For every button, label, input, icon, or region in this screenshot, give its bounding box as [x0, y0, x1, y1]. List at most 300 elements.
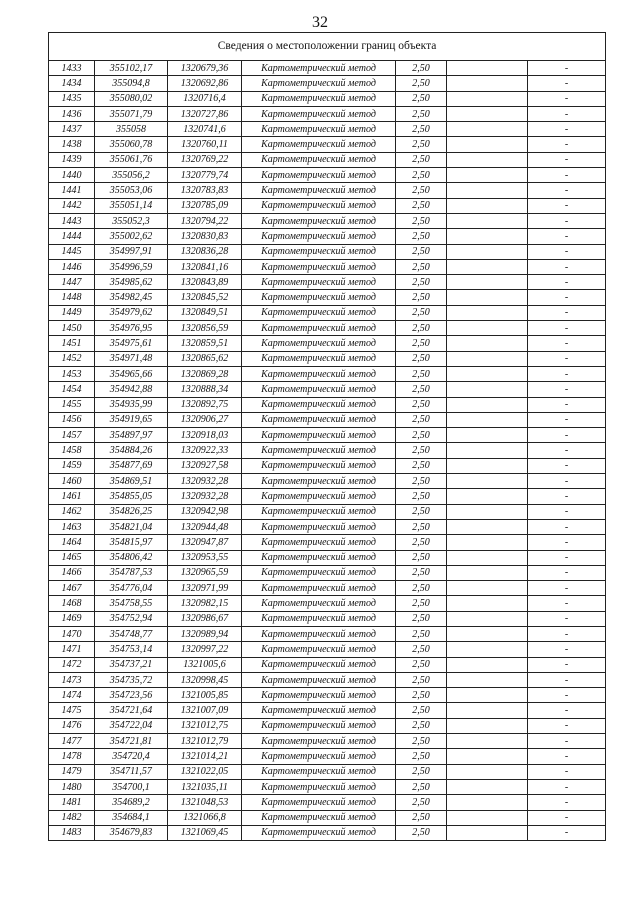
y-coordinate-cell: 1320836,28	[168, 244, 242, 259]
empty-cell	[447, 825, 528, 840]
x-coordinate-cell: 354997,91	[95, 244, 168, 259]
accuracy-cell: 2,50	[396, 718, 447, 733]
method-cell: Картометрический метод	[242, 137, 396, 152]
x-coordinate-cell: 354897,97	[95, 428, 168, 443]
point-number-cell: 1446	[49, 259, 95, 274]
y-coordinate-cell: 1321007,09	[168, 703, 242, 718]
accuracy-cell: 2,50	[396, 688, 447, 703]
empty-cell	[447, 581, 528, 596]
accuracy-cell: 2,50	[396, 61, 447, 76]
y-coordinate-cell: 1320783,83	[168, 183, 242, 198]
empty-cell	[447, 198, 528, 213]
mark-cell: -	[528, 734, 606, 749]
empty-cell	[447, 718, 528, 733]
point-number-cell: 1463	[49, 519, 95, 534]
mark-cell: -	[528, 626, 606, 641]
method-cell: Картометрический метод	[242, 734, 396, 749]
point-number-cell: 1477	[49, 734, 95, 749]
page-number: 32	[312, 14, 328, 31]
accuracy-cell: 2,50	[396, 642, 447, 657]
point-number-cell: 1460	[49, 474, 95, 489]
table-row	[49, 91, 606, 106]
method-cell: Картометрический метод	[242, 122, 396, 137]
point-number-cell: 1456	[49, 412, 95, 427]
y-coordinate-cell: 1321005,6	[168, 657, 242, 672]
empty-cell	[447, 489, 528, 504]
accuracy-cell: 2,50	[396, 259, 447, 274]
method-cell: Картометрический метод	[242, 795, 396, 810]
x-coordinate-cell: 354982,45	[95, 290, 168, 305]
method-cell: Картометрический метод	[242, 244, 396, 259]
empty-cell	[447, 779, 528, 794]
empty-cell	[447, 703, 528, 718]
y-coordinate-cell: 1321069,45	[168, 825, 242, 840]
accuracy-cell: 2,50	[396, 229, 447, 244]
method-cell: Картометрический метод	[242, 290, 396, 305]
mark-cell: -	[528, 565, 606, 580]
empty-cell	[447, 397, 528, 412]
point-number-cell: 1478	[49, 749, 95, 764]
x-coordinate-cell: 354855,05	[95, 489, 168, 504]
x-coordinate-cell: 354996,59	[95, 259, 168, 274]
accuracy-cell: 2,50	[396, 825, 447, 840]
table-row	[49, 519, 606, 534]
mark-cell: -	[528, 183, 606, 198]
empty-cell	[447, 137, 528, 152]
mark-cell: -	[528, 825, 606, 840]
table-row	[49, 229, 606, 244]
x-coordinate-cell: 354689,2	[95, 795, 168, 810]
method-cell: Картометрический метод	[242, 565, 396, 580]
y-coordinate-cell: 1320727,86	[168, 106, 242, 121]
method-cell: Картометрический метод	[242, 718, 396, 733]
method-cell: Картометрический метод	[242, 825, 396, 840]
mark-cell: -	[528, 259, 606, 274]
empty-cell	[447, 474, 528, 489]
y-coordinate-cell: 1320830,83	[168, 229, 242, 244]
x-coordinate-cell: 354753,14	[95, 642, 168, 657]
point-number-cell: 1436	[49, 106, 95, 121]
x-coordinate-cell: 355102,17	[95, 61, 168, 76]
y-coordinate-cell: 1321012,79	[168, 734, 242, 749]
accuracy-cell: 2,50	[396, 366, 447, 381]
method-cell: Картометрический метод	[242, 366, 396, 381]
method-cell: Картометрический метод	[242, 305, 396, 320]
empty-cell	[447, 259, 528, 274]
point-number-cell: 1473	[49, 672, 95, 687]
point-number-cell: 1467	[49, 581, 95, 596]
empty-cell	[447, 412, 528, 427]
accuracy-cell: 2,50	[396, 351, 447, 366]
point-number-cell: 1444	[49, 229, 95, 244]
empty-cell	[447, 611, 528, 626]
point-number-cell: 1455	[49, 397, 95, 412]
accuracy-cell: 2,50	[396, 76, 447, 91]
point-number-cell: 1434	[49, 76, 95, 91]
mark-cell: -	[528, 657, 606, 672]
point-number-cell: 1458	[49, 443, 95, 458]
method-cell: Картометрический метод	[242, 152, 396, 167]
y-coordinate-cell: 1320779,74	[168, 168, 242, 183]
point-number-cell: 1448	[49, 290, 95, 305]
mark-cell: -	[528, 672, 606, 687]
point-number-cell: 1476	[49, 718, 95, 733]
table-row	[49, 749, 606, 764]
y-coordinate-cell: 1321048,53	[168, 795, 242, 810]
point-number-cell: 1479	[49, 764, 95, 779]
point-number-cell: 1450	[49, 321, 95, 336]
empty-cell	[447, 183, 528, 198]
x-coordinate-cell: 355060,78	[95, 137, 168, 152]
mark-cell: -	[528, 275, 606, 290]
y-coordinate-cell: 1320843,89	[168, 275, 242, 290]
accuracy-cell: 2,50	[396, 672, 447, 687]
table-row	[49, 152, 606, 167]
table-row	[49, 76, 606, 91]
accuracy-cell: 2,50	[396, 244, 447, 259]
accuracy-cell: 2,50	[396, 198, 447, 213]
point-number-cell: 1459	[49, 458, 95, 473]
point-number-cell: 1483	[49, 825, 95, 840]
method-cell: Картометрический метод	[242, 688, 396, 703]
table-row	[49, 795, 606, 810]
table-row	[49, 183, 606, 198]
table-row	[49, 565, 606, 580]
mark-cell: -	[528, 244, 606, 259]
accuracy-cell: 2,50	[396, 321, 447, 336]
x-coordinate-cell: 354979,62	[95, 305, 168, 320]
y-coordinate-cell: 1320692,86	[168, 76, 242, 91]
table-row	[49, 137, 606, 152]
table-row	[49, 672, 606, 687]
x-coordinate-cell: 354965,66	[95, 366, 168, 381]
y-coordinate-cell: 1320942,98	[168, 504, 242, 519]
y-coordinate-cell: 1320865,62	[168, 351, 242, 366]
table-row	[49, 305, 606, 320]
table-row	[49, 336, 606, 351]
method-cell: Картометрический метод	[242, 504, 396, 519]
y-coordinate-cell: 1320856,59	[168, 321, 242, 336]
empty-cell	[447, 122, 528, 137]
point-number-cell: 1452	[49, 351, 95, 366]
x-coordinate-cell: 354684,1	[95, 810, 168, 825]
empty-cell	[447, 91, 528, 106]
method-cell: Картометрический метод	[242, 810, 396, 825]
table-row	[49, 382, 606, 397]
point-number-cell: 1440	[49, 168, 95, 183]
accuracy-cell: 2,50	[396, 122, 447, 137]
y-coordinate-cell: 1320932,28	[168, 489, 242, 504]
method-cell: Картометрический метод	[242, 474, 396, 489]
accuracy-cell: 2,50	[396, 458, 447, 473]
point-number-cell: 1482	[49, 810, 95, 825]
point-number-cell: 1464	[49, 535, 95, 550]
table-row	[49, 657, 606, 672]
method-cell: Картометрический метод	[242, 550, 396, 565]
empty-cell	[447, 290, 528, 305]
accuracy-cell: 2,50	[396, 412, 447, 427]
y-coordinate-cell: 1320953,55	[168, 550, 242, 565]
y-coordinate-cell: 1320892,75	[168, 397, 242, 412]
table-row	[49, 642, 606, 657]
table-row	[49, 474, 606, 489]
empty-cell	[447, 336, 528, 351]
y-coordinate-cell: 1320869,28	[168, 366, 242, 381]
empty-cell	[447, 443, 528, 458]
empty-cell	[447, 688, 528, 703]
accuracy-cell: 2,50	[396, 168, 447, 183]
empty-cell	[447, 366, 528, 381]
point-number-cell: 1474	[49, 688, 95, 703]
x-coordinate-cell: 355071,79	[95, 106, 168, 121]
table-row	[49, 581, 606, 596]
y-coordinate-cell: 1320947,87	[168, 535, 242, 550]
point-number-cell: 1465	[49, 550, 95, 565]
method-cell: Картометрический метод	[242, 703, 396, 718]
mark-cell: -	[528, 810, 606, 825]
point-number-cell: 1461	[49, 489, 95, 504]
x-coordinate-cell: 354679,83	[95, 825, 168, 840]
empty-cell	[447, 672, 528, 687]
point-number-cell: 1470	[49, 626, 95, 641]
accuracy-cell: 2,50	[396, 152, 447, 167]
point-number-cell: 1433	[49, 61, 95, 76]
accuracy-cell: 2,50	[396, 443, 447, 458]
accuracy-cell: 2,50	[396, 183, 447, 198]
mark-cell: -	[528, 168, 606, 183]
empty-cell	[447, 519, 528, 534]
mark-cell: -	[528, 474, 606, 489]
accuracy-cell: 2,50	[396, 106, 447, 121]
x-coordinate-cell: 354971,48	[95, 351, 168, 366]
point-number-cell: 1447	[49, 275, 95, 290]
table-row	[49, 321, 606, 336]
mark-cell: -	[528, 290, 606, 305]
y-coordinate-cell: 1320986,67	[168, 611, 242, 626]
table-row	[49, 198, 606, 213]
method-cell: Картометрический метод	[242, 397, 396, 412]
x-coordinate-cell: 354723,56	[95, 688, 168, 703]
point-number-cell: 1468	[49, 596, 95, 611]
mark-cell: -	[528, 611, 606, 626]
x-coordinate-cell: 355056,2	[95, 168, 168, 183]
point-number-cell: 1451	[49, 336, 95, 351]
accuracy-cell: 2,50	[396, 336, 447, 351]
empty-cell	[447, 382, 528, 397]
accuracy-cell: 2,50	[396, 810, 447, 825]
y-coordinate-cell: 1320997,22	[168, 642, 242, 657]
mark-cell: -	[528, 764, 606, 779]
y-coordinate-cell: 1320716,4	[168, 91, 242, 106]
table-row	[49, 810, 606, 825]
table-row	[49, 366, 606, 381]
x-coordinate-cell: 355061,76	[95, 152, 168, 167]
empty-cell	[447, 764, 528, 779]
accuracy-cell: 2,50	[396, 91, 447, 106]
method-cell: Картометрический метод	[242, 168, 396, 183]
method-cell: Картометрический метод	[242, 229, 396, 244]
empty-cell	[447, 244, 528, 259]
table-row	[49, 779, 606, 794]
empty-cell	[447, 657, 528, 672]
method-cell: Картометрический метод	[242, 535, 396, 550]
y-coordinate-cell: 1320971,99	[168, 581, 242, 596]
accuracy-cell: 2,50	[396, 519, 447, 534]
y-coordinate-cell: 1320679,36	[168, 61, 242, 76]
accuracy-cell: 2,50	[396, 626, 447, 641]
y-coordinate-cell: 1320845,52	[168, 290, 242, 305]
table-row	[49, 443, 606, 458]
table-row	[49, 351, 606, 366]
empty-cell	[447, 642, 528, 657]
empty-cell	[447, 458, 528, 473]
mark-cell: -	[528, 412, 606, 427]
point-number-cell: 1475	[49, 703, 95, 718]
point-number-cell: 1445	[49, 244, 95, 259]
point-number-cell: 1437	[49, 122, 95, 137]
x-coordinate-cell: 354806,42	[95, 550, 168, 565]
x-coordinate-cell: 354942,88	[95, 382, 168, 397]
x-coordinate-cell: 354787,53	[95, 565, 168, 580]
point-number-cell: 1439	[49, 152, 95, 167]
mark-cell: -	[528, 152, 606, 167]
y-coordinate-cell: 1320944,48	[168, 519, 242, 534]
table-row	[49, 397, 606, 412]
table-row	[49, 106, 606, 121]
x-coordinate-cell: 354976,95	[95, 321, 168, 336]
x-coordinate-cell: 354935,99	[95, 397, 168, 412]
table-row	[49, 611, 606, 626]
x-coordinate-cell: 354735,72	[95, 672, 168, 687]
method-cell: Картометрический метод	[242, 76, 396, 91]
mark-cell: -	[528, 596, 606, 611]
x-coordinate-cell: 354826,25	[95, 504, 168, 519]
mark-cell: -	[528, 198, 606, 213]
accuracy-cell: 2,50	[396, 290, 447, 305]
mark-cell: -	[528, 382, 606, 397]
method-cell: Картометрический метод	[242, 198, 396, 213]
y-coordinate-cell: 1320927,58	[168, 458, 242, 473]
y-coordinate-cell: 1320906,27	[168, 412, 242, 427]
point-number-cell: 1438	[49, 137, 95, 152]
table-row	[49, 290, 606, 305]
table-body	[49, 61, 606, 841]
accuracy-cell: 2,50	[396, 749, 447, 764]
x-coordinate-cell: 355002,62	[95, 229, 168, 244]
accuracy-cell: 2,50	[396, 764, 447, 779]
x-coordinate-cell: 354776,04	[95, 581, 168, 596]
method-cell: Картометрический метод	[242, 596, 396, 611]
x-coordinate-cell: 354919,65	[95, 412, 168, 427]
y-coordinate-cell: 1321066,8	[168, 810, 242, 825]
mark-cell: -	[528, 366, 606, 381]
accuracy-cell: 2,50	[396, 795, 447, 810]
accuracy-cell: 2,50	[396, 734, 447, 749]
method-cell: Картометрический метод	[242, 642, 396, 657]
method-cell: Картометрический метод	[242, 749, 396, 764]
x-coordinate-cell: 354877,69	[95, 458, 168, 473]
empty-cell	[447, 626, 528, 641]
empty-cell	[447, 213, 528, 228]
method-cell: Картометрический метод	[242, 779, 396, 794]
table-row	[49, 122, 606, 137]
empty-cell	[447, 168, 528, 183]
method-cell: Картометрический метод	[242, 657, 396, 672]
table-row	[49, 550, 606, 565]
empty-cell	[447, 61, 528, 76]
table-row	[49, 458, 606, 473]
table-row	[49, 412, 606, 427]
mark-cell: -	[528, 581, 606, 596]
method-cell: Картометрический метод	[242, 106, 396, 121]
point-number-cell: 1472	[49, 657, 95, 672]
point-number-cell: 1462	[49, 504, 95, 519]
y-coordinate-cell: 1321022,05	[168, 764, 242, 779]
x-coordinate-cell: 354721,81	[95, 734, 168, 749]
table-row	[49, 259, 606, 274]
method-cell: Картометрический метод	[242, 428, 396, 443]
accuracy-cell: 2,50	[396, 779, 447, 794]
mark-cell: -	[528, 642, 606, 657]
mark-cell: -	[528, 504, 606, 519]
y-coordinate-cell: 1320859,51	[168, 336, 242, 351]
y-coordinate-cell: 1320760,11	[168, 137, 242, 152]
empty-cell	[447, 749, 528, 764]
method-cell: Картометрический метод	[242, 458, 396, 473]
mark-cell: -	[528, 122, 606, 137]
x-coordinate-cell: 354737,21	[95, 657, 168, 672]
mark-cell: -	[528, 305, 606, 320]
mark-cell: -	[528, 519, 606, 534]
table-row	[49, 275, 606, 290]
y-coordinate-cell: 1320982,15	[168, 596, 242, 611]
mark-cell: -	[528, 458, 606, 473]
accuracy-cell: 2,50	[396, 137, 447, 152]
method-cell: Картометрический метод	[242, 259, 396, 274]
accuracy-cell: 2,50	[396, 504, 447, 519]
empty-cell	[447, 550, 528, 565]
accuracy-cell: 2,50	[396, 275, 447, 290]
y-coordinate-cell: 1321005,85	[168, 688, 242, 703]
point-number-cell: 1442	[49, 198, 95, 213]
mark-cell: -	[528, 397, 606, 412]
x-coordinate-cell: 355051,14	[95, 198, 168, 213]
accuracy-cell: 2,50	[396, 397, 447, 412]
table-row	[49, 703, 606, 718]
mark-cell: -	[528, 137, 606, 152]
x-coordinate-cell: 354752,94	[95, 611, 168, 626]
accuracy-cell: 2,50	[396, 213, 447, 228]
y-coordinate-cell: 1320932,28	[168, 474, 242, 489]
x-coordinate-cell: 354869,51	[95, 474, 168, 489]
y-coordinate-cell: 1320965,59	[168, 565, 242, 580]
y-coordinate-cell: 1321014,21	[168, 749, 242, 764]
table-row	[49, 734, 606, 749]
point-number-cell: 1441	[49, 183, 95, 198]
method-cell: Картометрический метод	[242, 61, 396, 76]
table-row	[49, 718, 606, 733]
y-coordinate-cell: 1321012,75	[168, 718, 242, 733]
mark-cell: -	[528, 489, 606, 504]
y-coordinate-cell: 1320998,45	[168, 672, 242, 687]
table-row	[49, 825, 606, 840]
method-cell: Картометрический метод	[242, 611, 396, 626]
mark-cell: -	[528, 106, 606, 121]
accuracy-cell: 2,50	[396, 550, 447, 565]
accuracy-cell: 2,50	[396, 703, 447, 718]
table-row	[49, 61, 606, 76]
x-coordinate-cell: 354758,55	[95, 596, 168, 611]
